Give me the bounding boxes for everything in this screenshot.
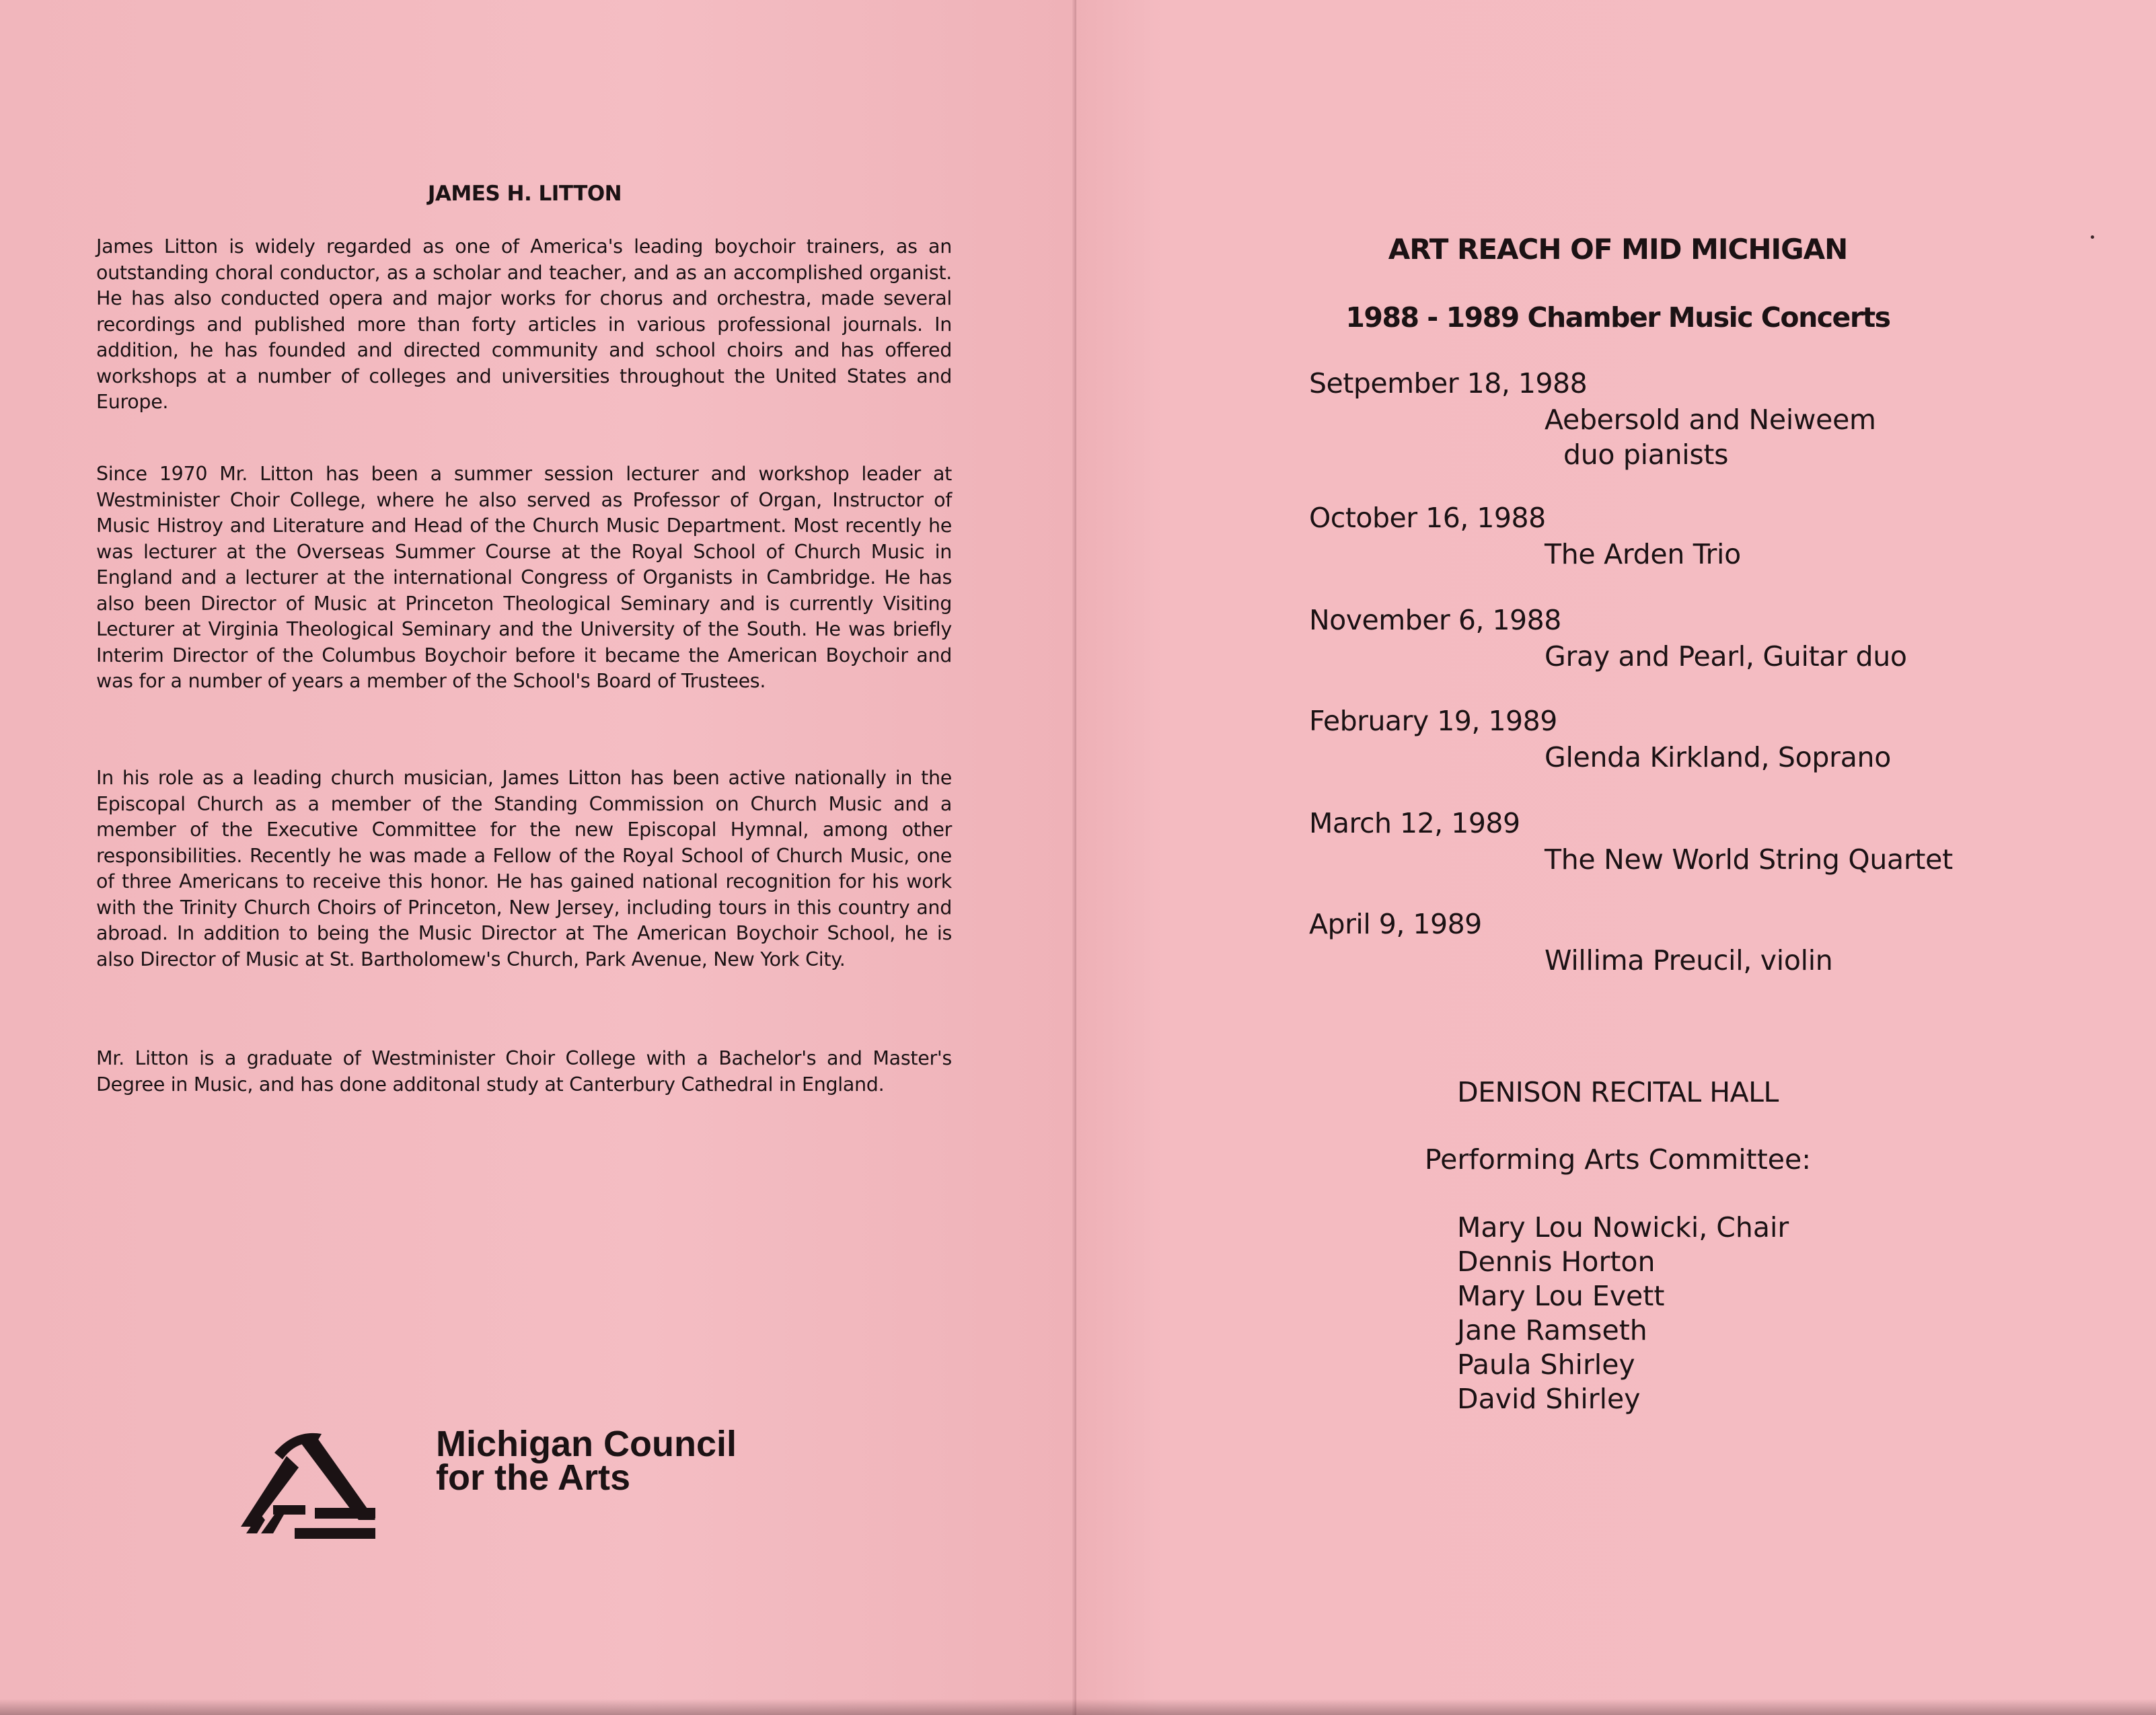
concert-performer-line: The New World String Quartet xyxy=(1545,843,1953,876)
concert-performer-line: Aebersold and Neiweem xyxy=(1545,404,1876,436)
paper-speck xyxy=(2091,235,2094,239)
concert-performer xyxy=(1545,740,1891,775)
concert-date: February 19, 1989 xyxy=(1309,705,1557,737)
committee-member: Dennis Horton xyxy=(1457,1246,1656,1278)
committee-member: Mary Lou Evett xyxy=(1457,1280,1665,1312)
venue: DENISON RECITAL HALL xyxy=(1457,1076,1779,1108)
bio-paragraph-4: Mr. Litton is a graduate of Westminister Choir College with a Bachelor's and Master's Degree in Music, and has done additonal study at Canterbury Cathedral in England. xyxy=(96,1047,952,1096)
sponsor-name-line-2: for the Arts xyxy=(436,1457,631,1498)
concert-performer xyxy=(1545,402,1876,472)
committee-member: Mary Lou Nowicki, Chair xyxy=(1457,1211,1789,1244)
concert-performer xyxy=(1545,537,1741,572)
committee-list xyxy=(1457,1211,1789,1416)
concert-performer-line: Gray and Pearl, Guitar duo xyxy=(1545,640,1907,673)
sponsor-name xyxy=(436,1424,737,1498)
page-bottom-edge xyxy=(0,1699,2156,1715)
michigan-council-arts-logo-icon xyxy=(234,1426,382,1547)
committee-member: David Shirley xyxy=(1457,1383,1641,1415)
committee-member: Paula Shirley xyxy=(1457,1348,1635,1381)
season-title: 1988 - 1989 Chamber Music Concerts xyxy=(1345,301,1890,334)
bio-paragraph-2: Since 1970 Mr. Litton has been a summer session lecturer and workshop leader at Westminister Choir College, where he also served as Professor of Organ, Instructor of Music Histroy and Literature and Head of the Church Music Department. Most recently he was lecturer at the Overseas Summer Course at the Royal School of Church Music in England and a lecturer at the international Congress of Organists in Cambridge. He has also been Director of Music at Princeton Theological Seminary and is currently Visiting Lecturer at Virginia Theological Seminary and the University of the South. He was briefly Interim Director of the Columbus Boychoir before it became the American Boychoir and was for a number of years a member of the School's Board of Trustees. xyxy=(96,463,952,692)
concert-date: March 12, 1989 xyxy=(1309,807,1520,839)
bio-paragraph-3: In his role as a leading church musician, James Litton has been active nationally in the Episcopal Church as a member of the Standing Commission on Church Music and a member of the Executive Committee for the new Episcopal Hymnal, among other responsibilities. Recently he was made a Fellow of the Royal School of Church Music, one of three Americans to receive this honor. He has gained national recognition for his work with the Trinity Church Choirs of Princeton, New Jersey, including tours in this country and abroad. In addition to being the Music Director at The American Boychoir School, he is also Director of Music at St. Bartholomew's Church, Park Avenue, New York City. xyxy=(96,767,952,970)
concert-date: April 9, 1989 xyxy=(1309,908,1482,940)
concert-performer-line: The Arden Trio xyxy=(1545,538,1741,570)
concert-date: November 6, 1988 xyxy=(1309,604,1561,636)
concert-performer-line: duo pianists xyxy=(1563,439,1729,471)
bio-paragraph-1: James Litton is widely regarded as one of America's leading boychoir trainers, as an outstanding choral conductor, as a scholar and teacher, and as an accomplished organist. He has also conducted opera and major works for chorus and orchestra, made several recordings and published more than forty articles in various professional journals. In addition, he has founded and directed community and school choirs and has offered workshops at a number of colleges and universities throughout the United States and Europe. xyxy=(96,235,952,413)
org-title: ART REACH OF MID MICHIGAN xyxy=(1388,233,1848,266)
concert-performer-line: Willima Preucil, violin xyxy=(1545,944,1833,977)
concert-performer xyxy=(1545,842,1953,877)
concert-date: October 16, 1988 xyxy=(1309,502,1546,534)
concert-performer xyxy=(1545,943,1832,978)
concert-date: Setpember 18, 1988 xyxy=(1309,367,1588,399)
concert-performer-line: Glenda Kirkland, Soprano xyxy=(1545,741,1892,773)
sponsor-name-line-1: Michigan Council xyxy=(436,1424,737,1464)
committee-heading: Performing Arts Committee: xyxy=(1424,1143,1812,1176)
bio-title: JAMES H. LITTON xyxy=(427,182,622,206)
concert-performer xyxy=(1545,639,1907,674)
committee-member: Jane Ramseth xyxy=(1457,1314,1647,1346)
left-page xyxy=(0,0,1076,1715)
